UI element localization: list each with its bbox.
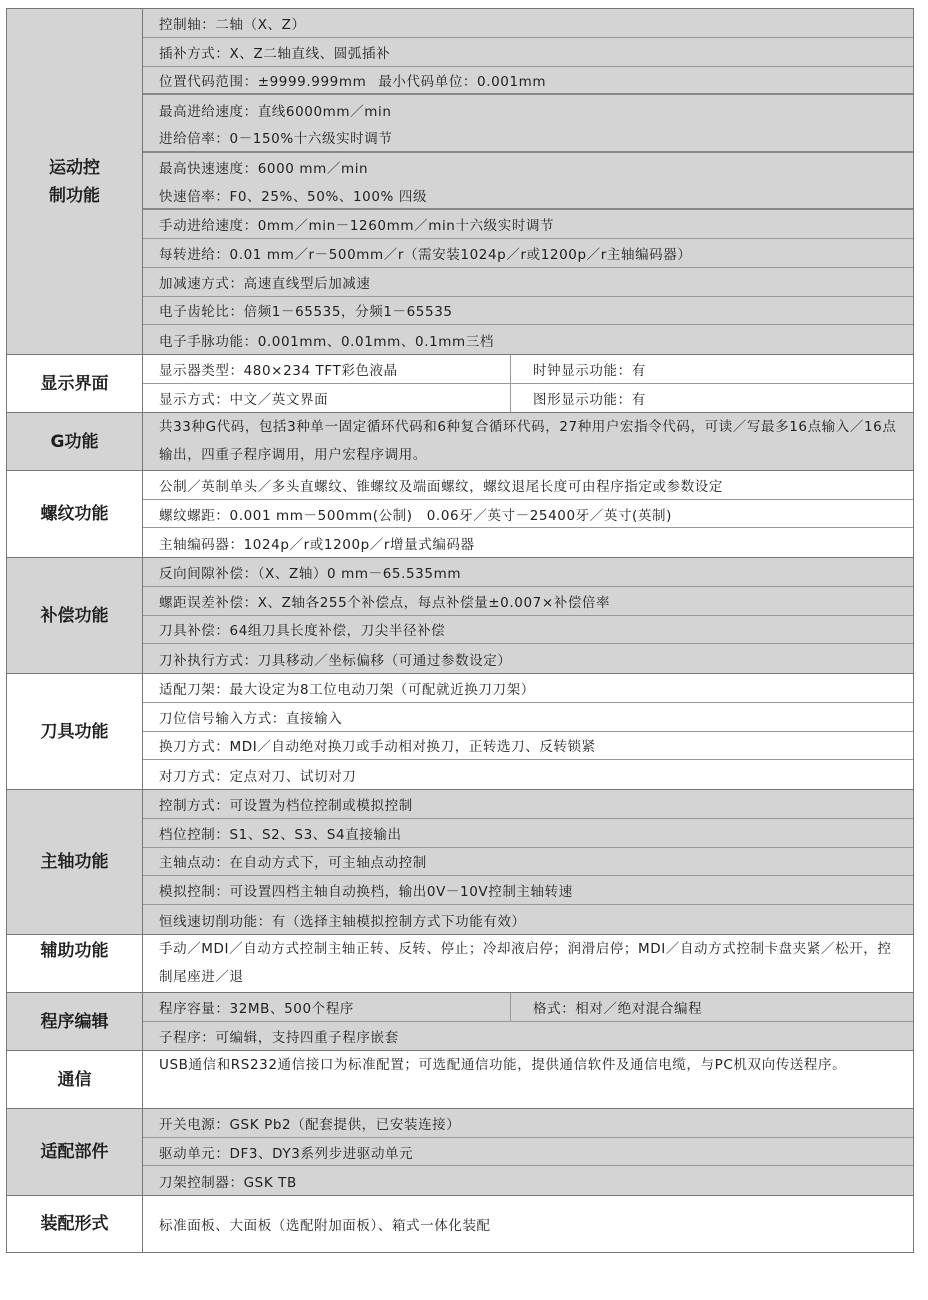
spec-row: 主轴点动：在自动方式下，可主轴点动控制 [143, 848, 913, 877]
spec-row: 反向间隙补偿：（X、Z轴）0 mm－65.535mm [143, 558, 913, 587]
category-label: 通信 [7, 1051, 143, 1108]
spec-row: 电子手脉功能：0.001mm、0.01mm、0.1mm三档 [159, 333, 494, 350]
spec-row: 标准面板、大面板（选配附加面板）、箱式一体化装配 [159, 1217, 491, 1234]
spec-row: 刀具补偿：64组刀具长度补偿，刀尖半径补偿 [143, 616, 913, 645]
spec-cell: 格式：相对／绝对混合编程 [533, 1000, 703, 1017]
category-label: 程序编辑 [7, 993, 143, 1050]
spec-row [143, 384, 913, 413]
section-spindle [6, 790, 914, 935]
category-label: 显示界面 [7, 355, 143, 412]
section-components [6, 1109, 914, 1196]
spec-cell: 程序容量：32MB、500个程序 [143, 993, 511, 1021]
spec-row: 主轴编码器：1024p／r或1200p／r增量式编码器 [159, 536, 475, 553]
spec-table [6, 8, 914, 1253]
spec-row: 快速倍率：F0、25%、50%、100% 四级 [143, 182, 913, 211]
spec-row: 刀补执行方式：刀具移动／坐标偏移（可通过参数设定） [159, 652, 512, 669]
section-compensation [6, 558, 914, 674]
spec-row: 恒线速切削功能：有（选择主轴模拟控制方式下功能有效） [159, 913, 526, 930]
category-label: 主轴功能 [7, 790, 143, 934]
spec-row: 控制方式：可设置为档位控制或模拟控制 [143, 790, 913, 819]
spec-row: 驱动单元：DF3、DY3系列步进驱动单元 [143, 1138, 913, 1167]
spec-row: 手动进给速度：0mm／min－1260mm／min十六级实时调节 [143, 210, 913, 239]
spec-row [143, 993, 913, 1022]
spec-cell: 显示器类型：480×234 TFT彩色液晶 [143, 355, 511, 383]
category-label: G功能 [7, 413, 143, 470]
section-assembly [6, 1196, 914, 1253]
spec-paragraph: USB通信和RS232通信接口为标准配置；可选配通信功能，提供通信软件及通信电缆，与PC机双向传送程序。 [159, 1057, 847, 1073]
spec-row: 电子齿轮比：倍频1－65535，分频1－65535 [143, 297, 913, 326]
section-tool [6, 674, 914, 790]
spec-cell: 位置代码范围：±9999.999mm [159, 73, 367, 90]
spec-cell: 最小代码单位：0.001mm [378, 73, 547, 90]
spec-cell: 图形显示功能：有 [533, 391, 646, 408]
spec-row: 刀架控制器：GSK TB [159, 1174, 297, 1191]
spec-row: 对刀方式：定点对刀、试切对刀 [159, 768, 357, 785]
spec-row: 公制／英制单头／多头直螺纹、锥螺纹及端面螺纹，螺纹退尾长度可由程序指定或参数设定 [143, 471, 913, 500]
spec-row: 进给倍率：0－150%十六级实时调节 [143, 124, 913, 153]
category-label: 补偿功能 [7, 558, 143, 673]
spec-paragraph: 共33种G代码，包括3种单一固定循环代码和6种复合循环代码，27种用户宏指令代码，可读／写最多16点输入／16点输出，四重子程序调用，用户宏程序调用。 [159, 419, 897, 463]
spec-row: 加减速方式：高速直线型后加减速 [143, 268, 913, 297]
spec-row: 最高进给速度：直线6000mm／min [159, 103, 392, 120]
spec-row: 档位控制：S1、S2、S3、S4直接输出 [143, 819, 913, 848]
spec-row: 螺纹螺距：0.001 mm－500mm(公制) 0.06牙／英寸－25400牙／英寸(英制) [143, 500, 913, 529]
spec-row: 螺距误差补偿：X、Z轴各255个补偿点，每点补偿量±0.007×补偿倍率 [143, 587, 913, 616]
category-label: 螺纹功能 [7, 471, 143, 557]
spec-row: 插补方式：X、Z二轴直线、圆弧插补 [143, 38, 913, 67]
section-motion-control [6, 8, 914, 355]
spec-row: 模拟控制：可设置四档主轴自动换档，输出0V－10V控制主轴转速 [143, 876, 913, 905]
spec-cell: 显示方式：中文／英文界面 [143, 384, 511, 413]
category-label: 刀具功能 [7, 674, 143, 789]
category-label: 适配部件 [7, 1109, 143, 1195]
spec-row [143, 67, 913, 96]
spec-row: 子程序：可编辑，支持四重子程序嵌套 [159, 1029, 399, 1046]
spec-row [143, 355, 913, 384]
spec-row: 刀位信号输入方式：直接输入 [143, 703, 913, 732]
section-g-function [6, 413, 914, 471]
section-communication [6, 1051, 914, 1109]
spec-row: 适配刀架：最大设定为8工位电动刀架（可配就近换刀刀架） [143, 674, 913, 703]
spec-row: 开关电源：GSK Pb2（配套提供，已安装连接） [143, 1109, 913, 1138]
spec-cell: 时钟显示功能：有 [533, 362, 646, 379]
spec-paragraph: 手动／MDI／自动方式控制主轴正转、反转、停止；冷却液启停；润滑启停；MDI／自动方式控制卡盘夹紧／松开，控制尾座进／退 [159, 941, 892, 985]
category-label: 辅助功能 [7, 935, 143, 992]
spec-row: 控制轴：二轴（X、Z） [143, 9, 913, 38]
section-program-edit [6, 993, 914, 1051]
category-label: 装配形式 [7, 1196, 143, 1252]
section-auxiliary [6, 935, 914, 993]
spec-row: 换刀方式：MDI／自动绝对换刀或手动相对换刀，正转选刀、反转锁紧 [143, 732, 913, 761]
spec-row: 最高快速速度：6000 mm／min [159, 161, 369, 178]
spec-row: 每转进给：0.01 mm／r－500mm／r（需安装1024p／r或1200p／r主轴编码器） [143, 239, 913, 268]
section-display [6, 355, 914, 413]
category-label: 运动控 制功能 [7, 9, 143, 354]
section-thread [6, 471, 914, 558]
